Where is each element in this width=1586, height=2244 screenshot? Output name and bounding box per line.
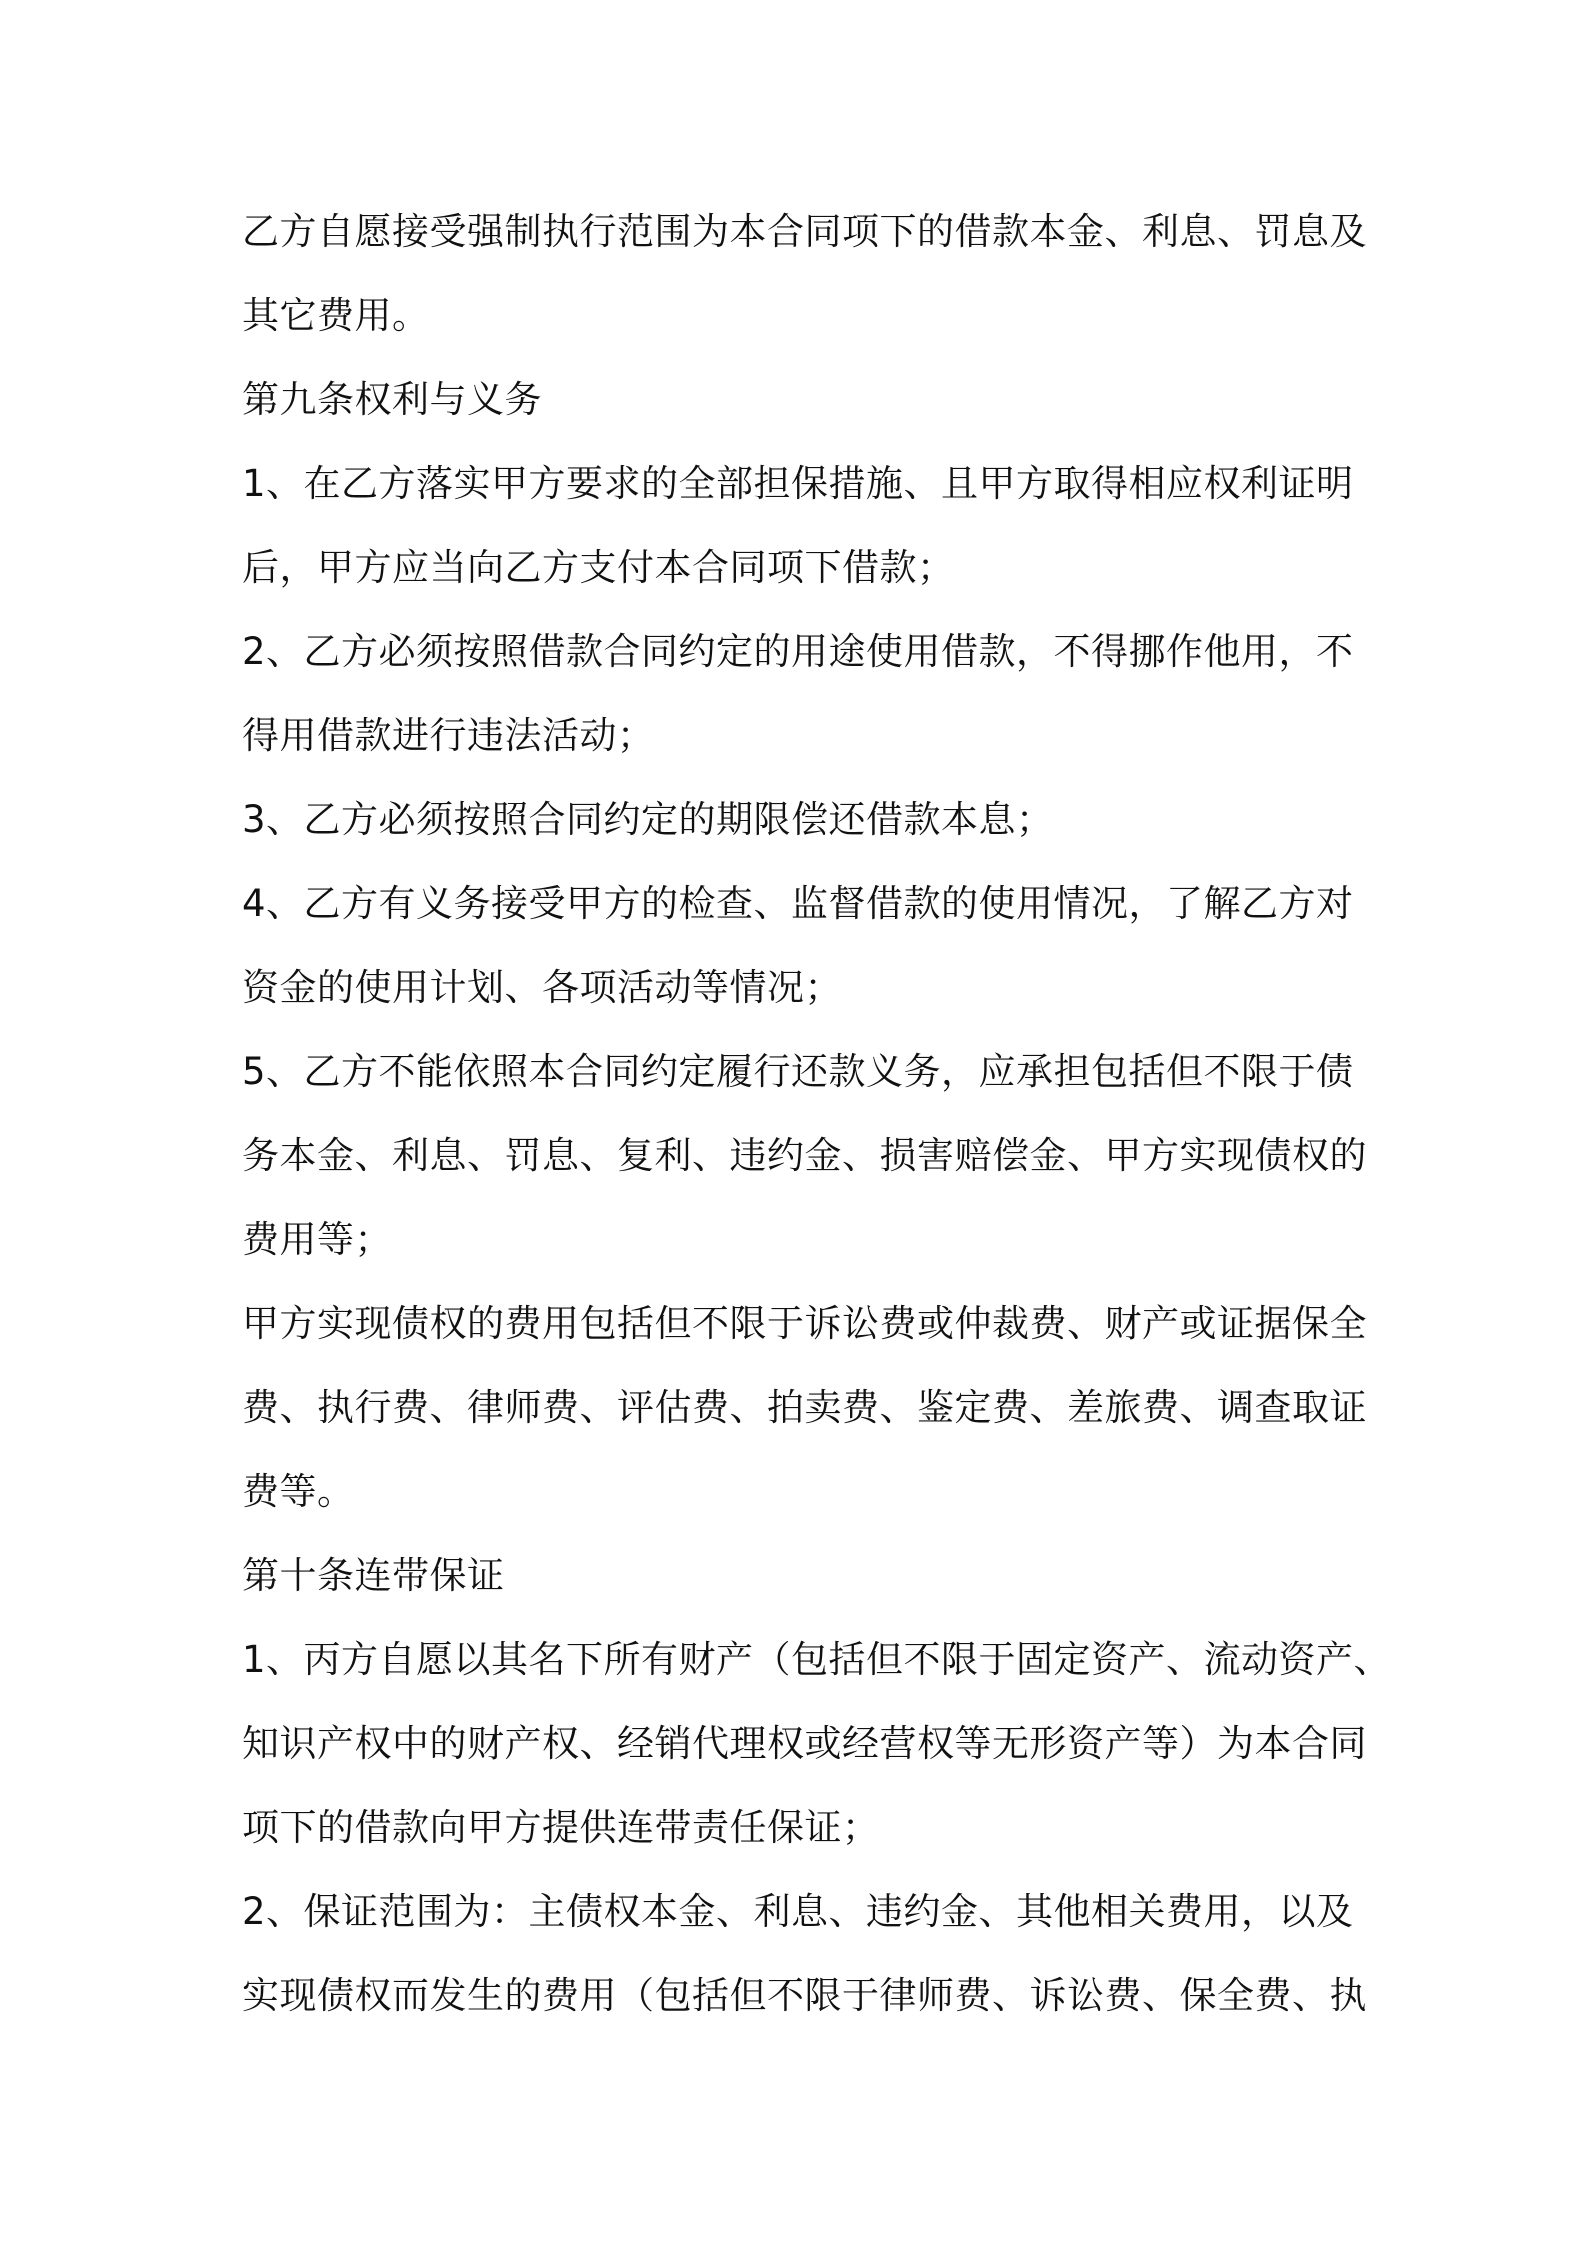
text-line: 5、乙方不能依照本合同约定履行还款义务，应承担包括但不限于债 xyxy=(242,1050,1354,1093)
paragraph-article-9-item-4 xyxy=(242,862,1366,1030)
text-line: 费、执行费、律师费、评估费、拍卖费、鉴定费、差旅费、调查取证 xyxy=(242,1386,1367,1429)
text-line: 1、在乙方落实甲方要求的全部担保措施、且甲方取得相应权利证明 xyxy=(242,462,1354,505)
text-line: 甲方实现债权的费用包括但不限于诉讼费或仲裁费、财产或证据保全 xyxy=(242,1302,1367,1345)
paragraph-article-10-item-1 xyxy=(242,1618,1392,1870)
text-line: 项下的借款向甲方提供连带责任保证； xyxy=(242,1806,880,1849)
heading-article-10 xyxy=(242,1534,1366,1618)
text-line: 第九条权利与义务 xyxy=(242,378,542,421)
text-line: 费等。 xyxy=(242,1470,355,1513)
text-line: 3、乙方必须按照合同约定的期限偿还借款本息； xyxy=(242,798,1054,841)
text-line: 费用等； xyxy=(242,1218,392,1261)
paragraph-article-9-item-3 xyxy=(242,778,1366,862)
text-line: 第十条连带保证 xyxy=(242,1554,505,1597)
paragraph-enforcement-scope xyxy=(242,190,1366,358)
text-line: 4、乙方有义务接受甲方的检查、监督借款的使用情况，了解乙方对 xyxy=(242,882,1354,925)
text-line: 知识产权中的财产权、经销代理权或经营权等无形资产等）为本合同 xyxy=(242,1722,1367,1765)
text-line: 务本金、利息、罚息、复利、违约金、损害赔偿金、甲方实现债权的 xyxy=(242,1134,1367,1177)
text-line: 2、乙方必须按照借款合同约定的用途使用借款，不得挪作他用，不 xyxy=(242,630,1354,673)
text-line: 得用借款进行违法活动； xyxy=(242,714,655,757)
text-line: 其它费用。 xyxy=(242,294,430,337)
paragraph-creditor-costs xyxy=(242,1282,1366,1534)
paragraph-article-9-item-1 xyxy=(242,442,1366,610)
paragraph-article-9-item-5 xyxy=(242,1030,1366,1282)
text-line: 2、保证范围为：主债权本金、利息、违约金、其他相关费用，以及 xyxy=(242,1890,1354,1933)
heading-article-9 xyxy=(242,358,1366,442)
text-line: 后，甲方应当向乙方支付本合同项下借款； xyxy=(242,546,955,589)
paragraph-article-9-item-2 xyxy=(242,610,1366,778)
text-line: 乙方自愿接受强制执行范围为本合同项下的借款本金、利息、罚息及 xyxy=(242,210,1367,253)
paragraph-article-10-item-2 xyxy=(242,1870,1366,2038)
text-line: 实现债权而发生的费用（包括但不限于律师费、诉讼费、保全费、执 xyxy=(242,1974,1367,2017)
text-line: 资金的使用计划、各项活动等情况； xyxy=(242,966,842,1009)
text-line: 1、丙方自愿以其名下所有财产（包括但不限于固定资产、流动资产、 xyxy=(242,1638,1392,1681)
